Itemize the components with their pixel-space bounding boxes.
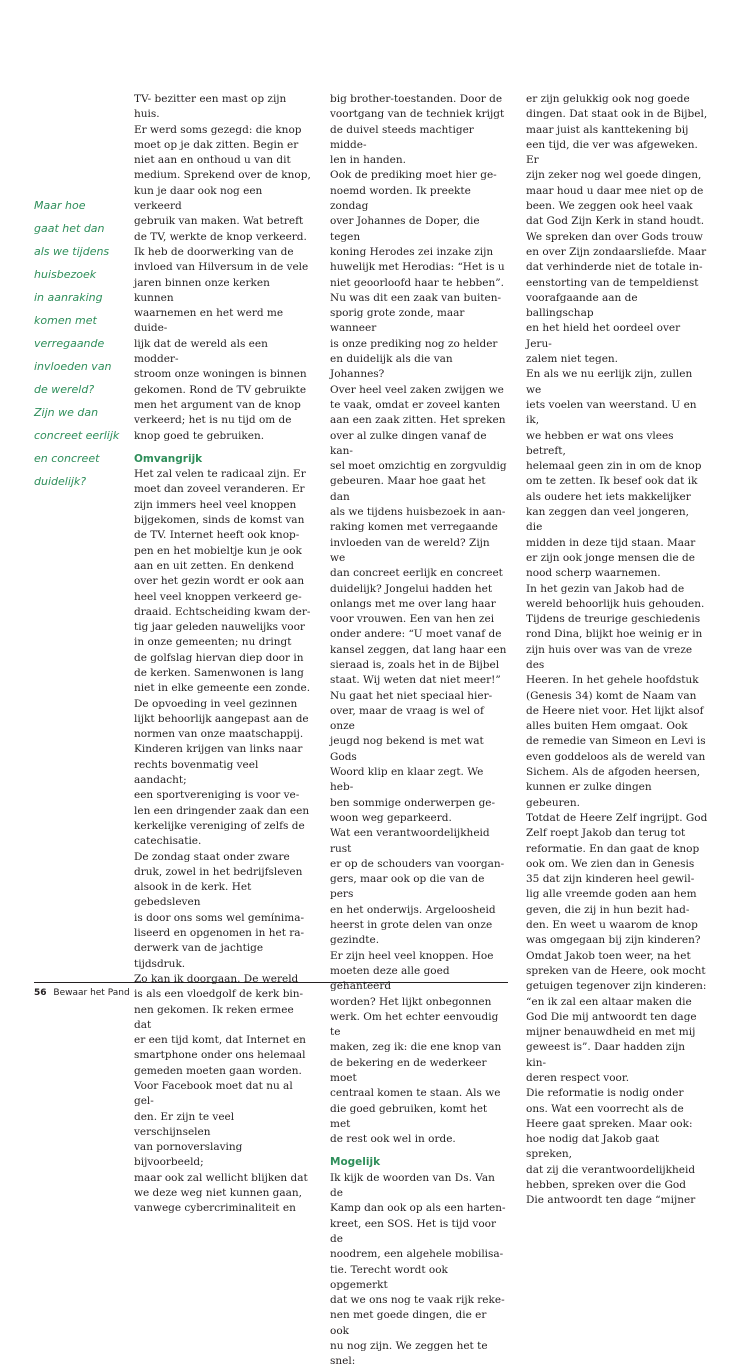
pull-quote bbox=[34, 194, 124, 493]
text-line: moeten deze alle goed gehanteerd bbox=[330, 964, 450, 993]
text-line: verkeerd; het is nu tijd om de bbox=[134, 414, 292, 427]
text-line: geven, die zij in hun bezit had- bbox=[526, 903, 690, 916]
text-line: God Die mij antwoordt ten dage bbox=[526, 1010, 697, 1023]
text-line: medium. Sprekend over de knop, bbox=[134, 169, 311, 182]
text-line: zalem niet tegen. bbox=[526, 353, 619, 366]
publication-name: Bewaar het Pand bbox=[53, 988, 130, 998]
text-line: raking komen met verregaande bbox=[330, 521, 498, 534]
text-line: derwerk van de jachtige tijdsdruk. bbox=[134, 942, 264, 970]
pull-quote-line: huisbezoek bbox=[34, 268, 97, 281]
text-line: De opvoeding in veel gezinnen bbox=[134, 697, 298, 710]
text-line: de TV, werkte de knop verkeerd. bbox=[134, 230, 307, 243]
text-line: een tijd, die ver was afgeweken. Er bbox=[526, 138, 698, 167]
text-line: dat we ons nog te vaak rijk reke- bbox=[330, 1294, 505, 1307]
text-line: big brother-toestanden. Door de bbox=[330, 93, 503, 105]
text-line: Totdat de Heere Zelf ingrijpt. God bbox=[526, 811, 708, 824]
text-line: en het hield het oordeel over Jeru- bbox=[526, 322, 681, 350]
text-line: mijner benauwdheid en met mij bbox=[526, 1026, 696, 1039]
text-line: voor vrouwen. Een van hen zei bbox=[330, 613, 495, 626]
text-line: den. Er zijn te veel verschijnselen bbox=[134, 1110, 235, 1138]
text-line: noemd worden. Ik preekte zondag bbox=[330, 184, 471, 213]
text-line: aan en uit zetten. En denkend bbox=[134, 559, 294, 572]
text-line: maar juist als kanttekening bij bbox=[526, 123, 689, 136]
text-line: Sichem. Als de afgoden heersen, bbox=[526, 766, 701, 779]
text-line: Ook de prediking moet hier ge- bbox=[330, 169, 497, 182]
text-line: den. En weet u waarom de knop bbox=[526, 919, 698, 932]
text-line: liseerd en opgenomen in het ra- bbox=[134, 927, 305, 940]
text-line: de remedie van Simeon en Levi is bbox=[526, 735, 706, 748]
text-line: gers, maar ook op die van de pers bbox=[330, 873, 485, 901]
text-line: sel moet omzichtig en zorgvuldig bbox=[330, 460, 507, 473]
text-line: dan concreet eerlijk en concreet bbox=[330, 567, 503, 580]
text-line: Zelf roept Jakob dan terug tot bbox=[526, 827, 686, 840]
text-line: te vaak, omdat er zoveel kanten bbox=[330, 398, 501, 411]
text-line: Omdat Jakob toen weer, na het bbox=[526, 949, 691, 962]
text-line: spreken van de Heere, ook mocht bbox=[526, 964, 706, 977]
text-line: In het gezin van Jakob had de bbox=[526, 582, 685, 595]
text-line: lig alle vreemde goden aan hem bbox=[526, 888, 697, 901]
text-line: gemeden moeten gaan worden. bbox=[134, 1064, 302, 1077]
text-line: die goed gebruiken, komt het met bbox=[330, 1102, 488, 1130]
text-line: is als een vloedgolf de kerk bin- bbox=[134, 988, 304, 1001]
text-line: hebben, spreken over die God bbox=[526, 1179, 686, 1192]
text-line: kan zeggen dan veel jongeren, die bbox=[526, 506, 689, 534]
text-line: normen van onze maatschappij. bbox=[134, 728, 304, 741]
text-line: stroom onze woningen is binnen bbox=[134, 368, 307, 381]
text-line: en over Zijn zondaarsliefde. Maar bbox=[526, 245, 707, 258]
text-line: over Johannes de Doper, die tegen bbox=[330, 215, 480, 243]
text-line: onlangs met me over lang haar bbox=[330, 597, 496, 610]
pull-quote-line: concreet eerlijk bbox=[34, 429, 120, 442]
text-line: sieraad is, zoals het in de Bijbel bbox=[330, 658, 500, 671]
text-line: over al zulke dingen vanaf de kan- bbox=[330, 429, 487, 457]
text-line: de duivel steeds machtiger midde- bbox=[330, 123, 474, 151]
text-line: been. We zeggen ook heel vaak bbox=[526, 200, 693, 213]
text-line: lijkt behoorlijk aangepast aan de bbox=[134, 712, 309, 725]
footer-rule bbox=[34, 982, 508, 983]
text-line: De zondag staat onder zware bbox=[134, 850, 290, 863]
text-line: we hebben er wat ons vlees betreft, bbox=[526, 429, 674, 457]
text-line: de TV. Internet heeft ook knop- bbox=[134, 529, 300, 542]
text-line: er zijn gelukkig ook nog goede bbox=[526, 93, 690, 105]
paragraph bbox=[134, 467, 312, 849]
text-line: rond Dina, blijkt hoe weinig er in bbox=[526, 628, 703, 641]
text-line: 35 dat zijn kinderen heel gewil- bbox=[526, 873, 695, 886]
text-line: invloeden van de wereld? Zijn we bbox=[330, 536, 490, 564]
text-line: Die reformatie is nodig onder bbox=[526, 1087, 684, 1100]
text-line: men het argument van de knop bbox=[134, 398, 301, 411]
text-line: Nu gaat het niet speciaal hier- bbox=[330, 689, 493, 702]
paragraph bbox=[526, 1086, 708, 1208]
text-line: werk. Om het echter eenvoudig te bbox=[330, 1010, 499, 1039]
pull-quote-line: invloeden van bbox=[34, 360, 112, 373]
text-line: vanwege cybercriminaliteit en bbox=[134, 1202, 296, 1215]
text-line: gebeuren. Maar hoe gaat het dan bbox=[330, 475, 486, 503]
text-line: reformatie. En dan gaat de knop bbox=[526, 842, 700, 855]
text-line: midden in deze tijd staan. Maar bbox=[526, 536, 696, 549]
text-line: van pornoverslaving bijvoorbeeld; bbox=[134, 1141, 243, 1169]
pull-quote-line: verregaande bbox=[34, 337, 105, 350]
text-line: kerkelijke vereniging of zelfs de bbox=[134, 819, 305, 832]
text-line: nen gekomen. Ik reken ermee dat bbox=[134, 1003, 294, 1031]
paragraph bbox=[330, 92, 508, 168]
text-line: nu nog zijn. We zeggen het te snel: bbox=[330, 1340, 488, 1368]
pull-quote-line: gaat het dan bbox=[34, 222, 105, 235]
text-line: ook om. We zien dan in Genesis bbox=[526, 857, 695, 870]
text-line: len in handen. bbox=[330, 154, 406, 167]
text-line: Voor Facebook moet dat nu al gel- bbox=[134, 1080, 293, 1108]
text-line: zijn huis over was van de vreze des bbox=[526, 643, 693, 671]
text-line: eenstorting van de tempeldienst bbox=[526, 276, 699, 289]
text-line: (Genesis 34) komt de Naam van bbox=[526, 689, 697, 702]
text-line: was omgegaan bij zijn kinderen? bbox=[526, 934, 701, 947]
text-line: Het zal velen te radicaal zijn. Er bbox=[134, 468, 306, 481]
text-line: dat verhinderde niet de totale in- bbox=[526, 261, 703, 274]
paragraph bbox=[134, 850, 312, 1217]
text-line: dat zij die verantwoordelijkheid bbox=[526, 1163, 696, 1176]
paragraph bbox=[330, 168, 508, 826]
text-line: tie. Terecht wordt ook opgemerkt bbox=[330, 1263, 448, 1291]
text-line: ben sommige onderwerpen ge- bbox=[330, 796, 496, 809]
text-line: Kamp dan ook op als een harten- bbox=[330, 1202, 506, 1215]
text-line: waarnemen en het werd me duide- bbox=[134, 307, 284, 335]
pull-quote-line: duidelijk? bbox=[34, 475, 87, 488]
section-heading: Omvangrijk bbox=[134, 452, 203, 465]
text-line: nood scherp waarnemen. bbox=[526, 567, 661, 580]
text-line: jaren binnen onze kerken kunnen bbox=[134, 276, 270, 304]
text-line: als oudere het iets makkelijker bbox=[526, 490, 691, 503]
text-line: maar houd u daar mee niet op de bbox=[526, 184, 704, 197]
text-line: TV- bezitter een mast op zijn huis. bbox=[134, 93, 287, 121]
pull-quote-line: komen met bbox=[34, 314, 97, 327]
text-line: Nu was dit een zaak van buiten- bbox=[330, 291, 502, 304]
text-line: koning Herodes zei inzake zijn bbox=[330, 245, 494, 258]
page-footer bbox=[34, 988, 130, 998]
text-line: er op de schouders van voorgan- bbox=[330, 857, 505, 870]
text-line: We spreken dan over Gods trouw bbox=[526, 230, 703, 243]
text-line: niet in elke gemeente een zonde. bbox=[134, 682, 311, 695]
article-column-2 bbox=[330, 92, 508, 1370]
text-line: “en ik zal een altaar maken die bbox=[526, 995, 692, 1008]
paragraph bbox=[330, 949, 508, 1148]
article-column-3 bbox=[526, 92, 708, 1209]
text-line: huwelijk met Herodias: “Het is u bbox=[330, 261, 505, 274]
text-line: de bekering en de wederkeer moet bbox=[330, 1056, 487, 1084]
text-line: Die antwoordt ten dage “mijner bbox=[526, 1194, 696, 1207]
text-line: onder andere: “U moet vanaf de bbox=[330, 628, 502, 641]
text-line: bijgekomen, sinds de komst van bbox=[134, 514, 305, 527]
text-line: we deze weg niet kunnen gaan, bbox=[134, 1187, 303, 1200]
text-line: Heere gaat spreken. Maar ook: bbox=[526, 1117, 693, 1130]
text-line: moet dan zoveel veranderen. Er bbox=[134, 483, 305, 496]
text-line: hoe nodig dat Jakob gaat spreken, bbox=[526, 1133, 660, 1161]
text-line: en het onderwijs. Argeloosheid bbox=[330, 903, 496, 916]
text-line: deren respect voor. bbox=[526, 1072, 630, 1084]
text-line: in onze gemeenten; nu dringt bbox=[134, 636, 292, 649]
text-line: druk, zowel in het bedrijfsleven bbox=[134, 865, 303, 878]
text-line: de kerken. Samenwonen is lang bbox=[134, 666, 304, 679]
paragraph bbox=[330, 1171, 508, 1370]
text-line: Heeren. In het gehele hoofdstuk bbox=[526, 674, 699, 687]
paragraph bbox=[526, 367, 708, 581]
text-line: Woord klip en klaar zegt. We heb- bbox=[330, 766, 484, 794]
text-line: er een tijd komt, dat Internet en bbox=[134, 1034, 306, 1047]
text-line: gekomen. Rond de TV gebruikte bbox=[134, 383, 307, 396]
text-line: Over heel veel zaken zwijgen we bbox=[330, 383, 504, 396]
pull-quote-line: als we tijdens bbox=[34, 245, 110, 258]
text-line: voorafgaande aan de ballingschap bbox=[526, 291, 638, 320]
text-line: Zo kan ik doorgaan. De wereld bbox=[134, 972, 299, 985]
paragraph bbox=[330, 826, 508, 948]
text-line: kun je daar ook nog een verkeerd bbox=[134, 184, 263, 213]
text-line: is onze prediking nog zo helder bbox=[330, 337, 498, 350]
text-line: Er werd soms gezegd: die knop bbox=[134, 123, 302, 136]
text-line: niet aan en onthoud u van dit bbox=[134, 154, 291, 167]
text-line: en duidelijk als die van Johannes? bbox=[330, 353, 453, 381]
text-line: over, maar de vraag is wel of onze bbox=[330, 704, 484, 733]
text-line: de Heere niet voor. Het lijkt alsof bbox=[526, 704, 704, 717]
text-line: om te zetten. Ik besef ook dat ik bbox=[526, 475, 698, 488]
pull-quote-line: in aanraking bbox=[34, 291, 103, 304]
text-line: Ik kijk de woorden van Ds. Van de bbox=[330, 1171, 495, 1200]
text-line: duidelijk? Jongelui hadden het bbox=[330, 582, 493, 595]
text-line: alsook in de kerk. Het gebedsleven bbox=[134, 881, 252, 909]
text-line: catechisatie. bbox=[134, 835, 202, 848]
text-line: kunnen er zulke dingen gebeuren. bbox=[526, 781, 652, 809]
text-line: dat God Zijn Kerk in stand houdt. bbox=[526, 215, 705, 228]
text-line: niet geoorloofd haar te hebben”. bbox=[330, 276, 504, 289]
text-line: aan een zaak zitten. Het spreken bbox=[330, 414, 506, 427]
text-line: wereld behoorlijk huis gehouden. bbox=[526, 597, 705, 610]
text-line: is door ons soms wel gemínima- bbox=[134, 911, 305, 924]
text-line: een sportvereniging is voor ve- bbox=[134, 789, 300, 802]
text-line: voortgang van de techniek krijgt bbox=[330, 108, 505, 121]
paragraph bbox=[134, 92, 312, 444]
text-line: noodrem, een algehele mobilisa- bbox=[330, 1248, 504, 1261]
text-line: als we tijdens huisbezoek in aan- bbox=[330, 506, 506, 519]
text-line: de golfslag hiervan diep door in bbox=[134, 651, 304, 664]
text-line: zijn zeker nog wel goede dingen, bbox=[526, 169, 702, 182]
text-line: over het gezin wordt er ook aan bbox=[134, 575, 305, 588]
text-line: de rest ook wel in orde. bbox=[330, 1133, 456, 1146]
text-line: dingen. Dat staat ook in de Bijbel, bbox=[526, 108, 708, 121]
text-line: even goddeloos als de wereld van bbox=[526, 750, 706, 763]
text-line: kansel zeggen, dat lang haar een bbox=[330, 643, 507, 656]
text-line: gebruik van maken. Wat betreft bbox=[134, 215, 304, 228]
text-line: Kinderen krijgen van links naar bbox=[134, 743, 303, 756]
text-line: sporig grote zonde, maar wanneer bbox=[330, 307, 465, 335]
text-line: centraal komen te staan. Als we bbox=[330, 1087, 501, 1100]
paragraph bbox=[526, 92, 708, 367]
text-line: maar ook zal wellicht blijken dat bbox=[134, 1171, 308, 1184]
text-line: knop goed te gebruiken. bbox=[134, 429, 265, 442]
pull-quote-line: Zijn we dan bbox=[34, 406, 99, 419]
text-line: iets voelen van weerstand. U en ik, bbox=[526, 398, 697, 427]
text-line: moet op je dak zitten. Begin er bbox=[134, 138, 299, 151]
text-line: tig jaar geleden nauwelijks voor bbox=[134, 621, 305, 634]
section-heading: Mogelijk bbox=[330, 1156, 381, 1169]
text-line: Wat een verantwoordelijkheid rust bbox=[330, 827, 490, 855]
text-line: rechts bovenmatig veel aandacht; bbox=[134, 758, 259, 787]
text-line: smartphone onder ons helemaal bbox=[134, 1049, 306, 1062]
text-line: heerst in grote delen van onze bbox=[330, 919, 493, 932]
pull-quote-line: Maar hoe bbox=[34, 199, 86, 212]
text-line: ons. Wat een voorrecht als de bbox=[526, 1102, 684, 1115]
paragraph bbox=[526, 582, 708, 1087]
text-line: len een dringender zaak dan een bbox=[134, 804, 310, 817]
pull-quote-line: en concreet bbox=[34, 452, 100, 465]
text-line: maken, zeg ik: die ene knop van bbox=[330, 1041, 502, 1054]
text-line: nen met goede dingen, die er ook bbox=[330, 1309, 487, 1337]
text-line: jeugd nog bekend is met wat Gods bbox=[330, 735, 484, 763]
text-line: draaid. Echtscheiding kwam der- bbox=[134, 605, 311, 618]
text-line: woon weg geparkeerd. bbox=[330, 811, 452, 824]
text-line: getuigen tegenover zijn kinderen: bbox=[526, 980, 707, 993]
text-line: En als we nu eerlijk zijn, zullen we bbox=[526, 368, 693, 396]
text-line: Er zijn heel veel knoppen. Hoe bbox=[330, 949, 494, 962]
text-line: kreet, een SOS. Het is tijd voor de bbox=[330, 1217, 497, 1245]
text-line: Tijdens de treurige geschiedenis bbox=[526, 613, 701, 626]
text-line: alles buiten Hem omgaat. Ook bbox=[526, 720, 688, 733]
text-line: gezindte. bbox=[330, 934, 380, 947]
text-line: staat. Wij weten dat niet meer!” bbox=[330, 674, 501, 687]
text-line: heel veel knoppen verkeerd ge- bbox=[134, 590, 302, 603]
pull-quote-line: de wereld? bbox=[34, 383, 95, 396]
text-line: worden? Het lijkt onbegonnen bbox=[330, 995, 492, 1008]
page-number: 56 bbox=[34, 988, 47, 998]
text-line: Ik heb de doorwerking van de bbox=[134, 245, 294, 258]
article-column-1 bbox=[134, 92, 312, 1217]
text-line: er zijn ook jonge mensen die de bbox=[526, 551, 695, 564]
text-line: geweest is”. Daar hadden zijn kin- bbox=[526, 1041, 686, 1069]
text-line: zijn immers heel veel knoppen bbox=[134, 498, 297, 511]
text-line: invloed van Hilversum in de vele bbox=[134, 261, 309, 274]
text-line: pen en het mobieltje kun je ook bbox=[134, 544, 302, 557]
text-line: lijk dat de wereld als een modder- bbox=[134, 337, 268, 366]
text-line: helemaal geen zin in om de knop bbox=[526, 460, 702, 473]
